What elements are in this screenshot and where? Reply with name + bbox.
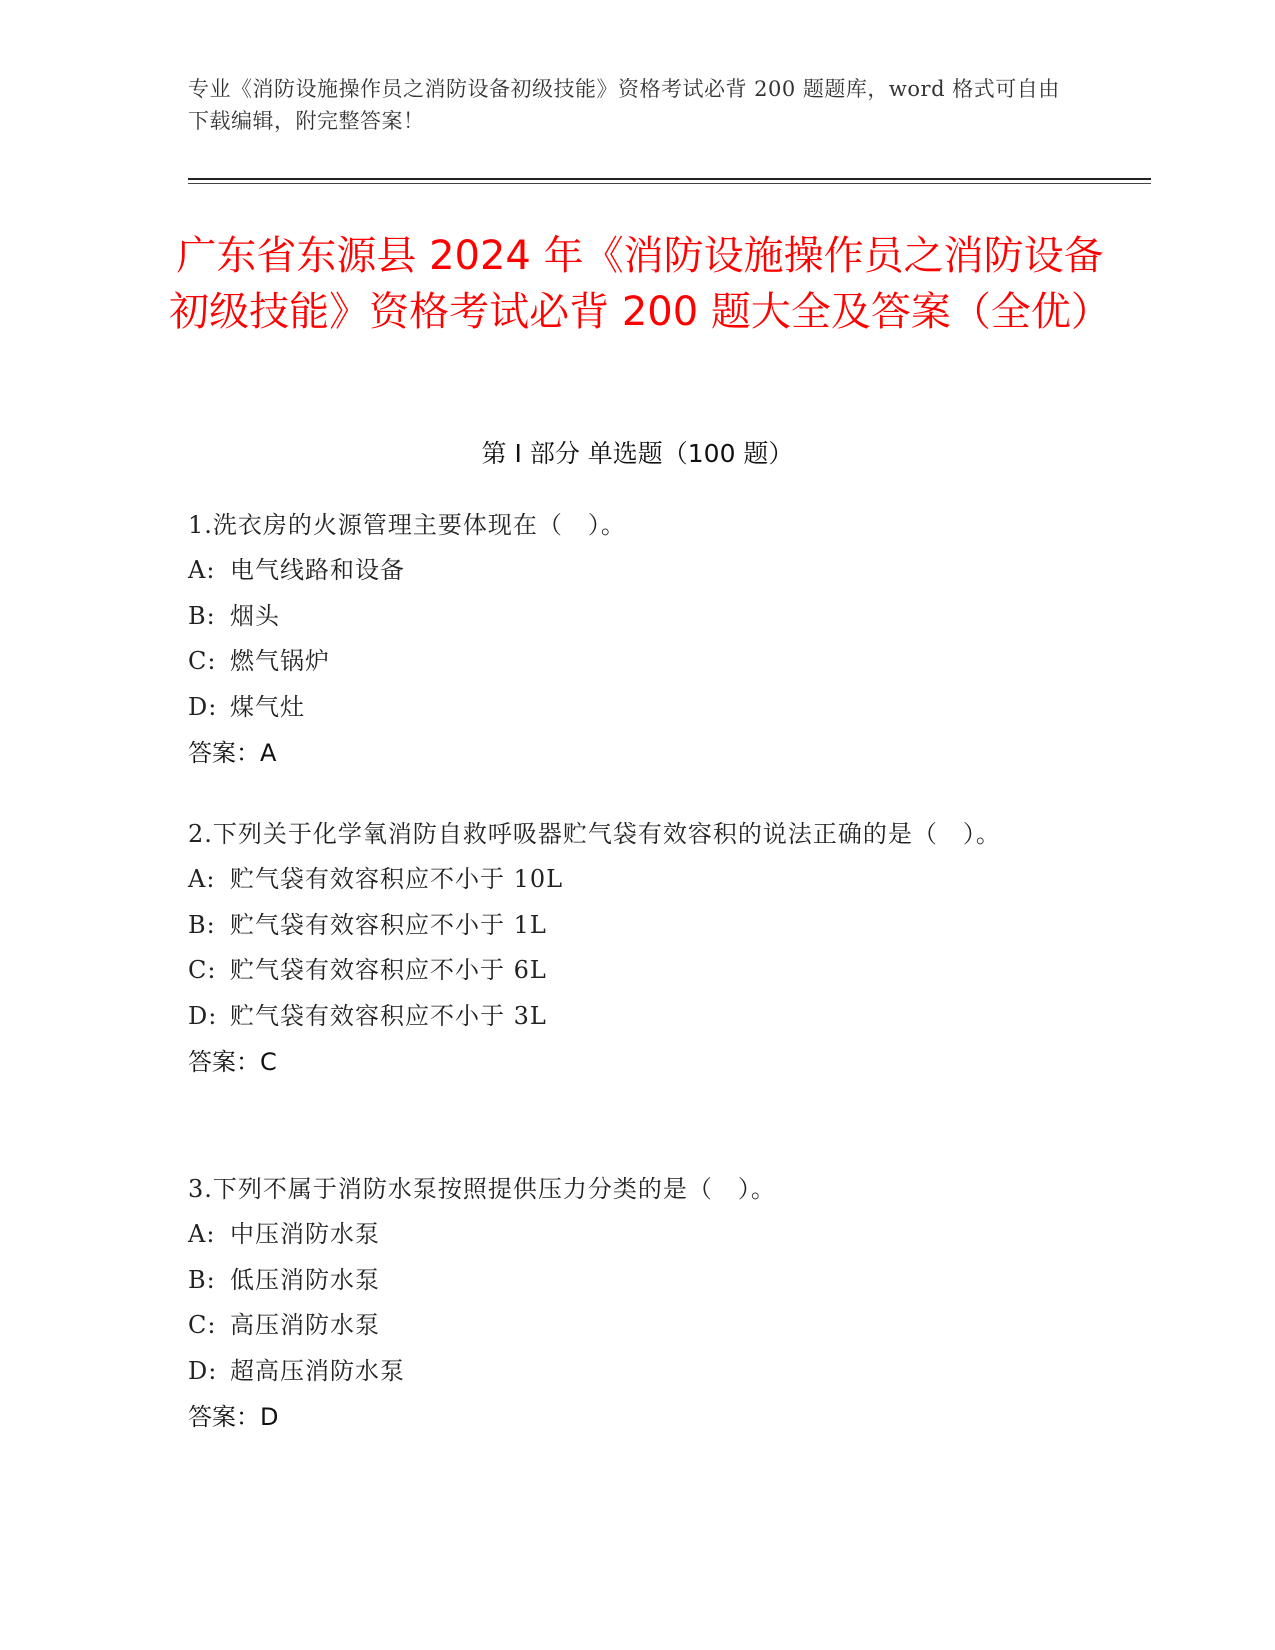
option-a <box>188 1212 1068 1258</box>
option-a <box>188 548 1068 594</box>
option-key: A: <box>188 865 216 893</box>
section-heading: 第 I 部分 单选题（100 题） <box>481 439 794 468</box>
answer: 答案：C <box>188 1048 277 1076</box>
option-text: 超高压消防水泵 <box>230 1356 405 1385</box>
option-text: 煤气灶 <box>230 692 305 721</box>
option-text: 贮气袋有效容积应不小于 6L <box>230 956 547 984</box>
option-key: B: <box>188 1265 216 1294</box>
option-text: 烟头 <box>230 601 280 630</box>
option-b <box>188 903 1068 949</box>
answer: 答案：D <box>188 1403 279 1431</box>
option-b <box>188 594 1068 640</box>
option-text: 贮气袋有效容积应不小于 1L <box>230 910 547 939</box>
option-c <box>188 1303 1068 1349</box>
option-key: D: <box>188 1356 218 1385</box>
question-2 <box>188 811 1068 1085</box>
question-stem: 3.下列不属于消防水泵按照提供压力分类的是（ ）。 <box>188 1175 776 1203</box>
option-text: 低压消防水泵 <box>230 1265 380 1294</box>
option-key: B: <box>188 910 216 939</box>
option-text: 贮气袋有效容积应不小于 10L <box>230 865 564 893</box>
option-key: A: <box>188 556 216 584</box>
option-key: C: <box>188 647 217 675</box>
question-3 <box>188 1166 1068 1440</box>
header-divider-thin <box>188 183 1151 184</box>
header-note: 专业《消防设施操作员之消防设备初级技能》资格考试必背 200 题题库，word 格式可自由下载编辑，附完整答案！ <box>188 77 1060 133</box>
option-text: 电气线路和设备 <box>230 556 405 584</box>
question-1 <box>188 502 1068 776</box>
question-stem: 2.下列关于化学氧消防自救呼吸器贮气袋有效容积的说法正确的是（ ）。 <box>188 820 1001 848</box>
option-key: D: <box>188 692 218 721</box>
option-key: B: <box>188 601 216 630</box>
document-title: 广东省东源县 2024 年《消防设施操作员之消防设备初级技能》资格考试必背 200 题大全及答案（全优） <box>169 233 1111 335</box>
header-divider-thick <box>188 178 1151 180</box>
option-key: C: <box>188 956 217 984</box>
option-d <box>188 994 1068 1040</box>
option-text: 高压消防水泵 <box>230 1311 380 1339</box>
option-text: 燃气锅炉 <box>230 647 330 675</box>
option-text: 贮气袋有效容积应不小于 3L <box>230 1001 547 1030</box>
option-d <box>188 685 1068 731</box>
option-key: A: <box>188 1220 216 1248</box>
option-key: C: <box>188 1311 217 1339</box>
option-b <box>188 1258 1068 1304</box>
answer: 答案：A <box>188 739 277 767</box>
option-c <box>188 639 1068 685</box>
option-a <box>188 857 1068 903</box>
option-d <box>188 1349 1068 1395</box>
option-text: 中压消防水泵 <box>230 1220 380 1248</box>
question-stem: 1.洗衣房的火源管理主要体现在（ ）。 <box>188 511 626 539</box>
option-c <box>188 948 1068 994</box>
option-key: D: <box>188 1001 218 1030</box>
